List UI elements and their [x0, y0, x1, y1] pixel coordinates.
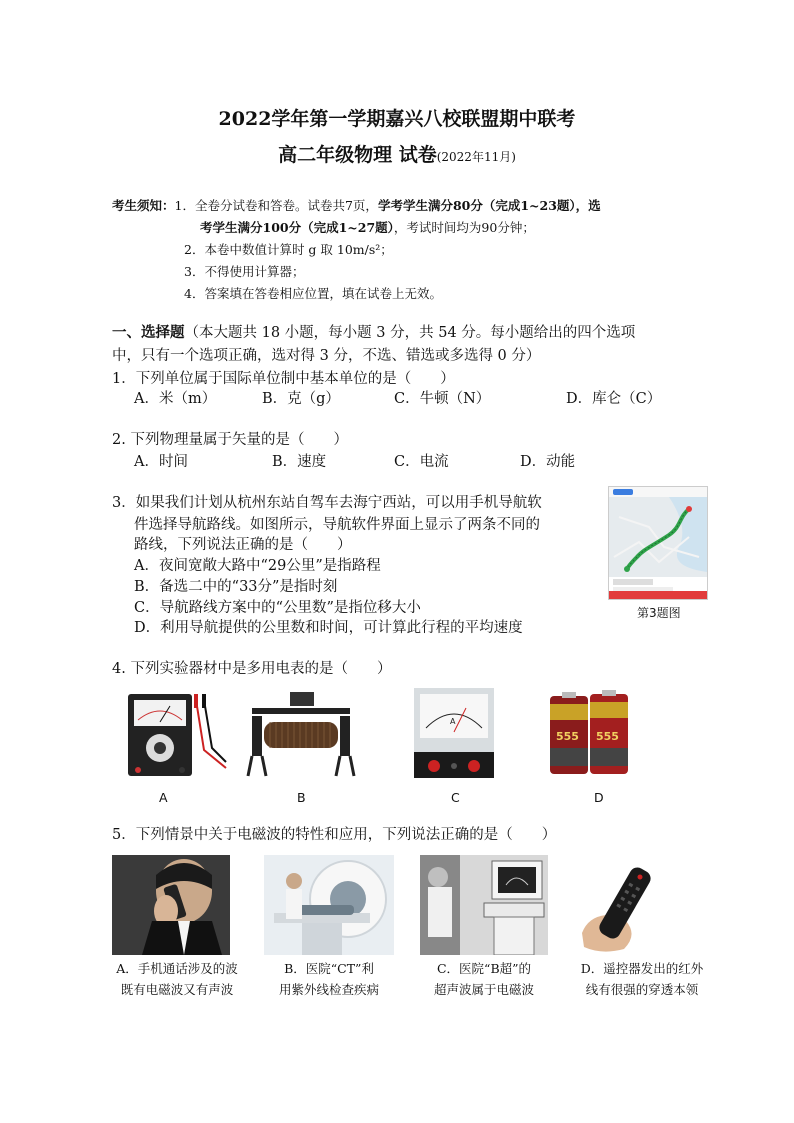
q3-option-b: B．备选二中的“33分”是指时刻: [134, 579, 338, 595]
multimeter-image: [126, 690, 232, 778]
q5-stem: 5．下列情景中关于电磁波的特性和应用，下列说法正确的是（ ）: [112, 827, 557, 843]
q5-option-d: [566, 958, 718, 1000]
exam-title: 2022学年第一学期嘉兴八校联盟期中联考: [218, 108, 576, 130]
q1-option-c: C．牛顿（N）: [394, 391, 491, 407]
note-3: 3．不得使用计算器；: [184, 264, 305, 279]
notes-line-1: [112, 196, 601, 214]
ct-scanner-image: [264, 855, 394, 955]
q5-option-a-line-1: A．手机通话涉及的波: [116, 961, 238, 976]
section-1-intro-b: 中，只有一个选项正确，选对得 3 分，不选、错选或多选得 0 分）: [112, 348, 541, 364]
exam-subtitle: [0, 140, 794, 167]
q5-option-b: [264, 958, 394, 1000]
notes-line-2: [200, 218, 535, 236]
q1-option-b: B．克（g）: [262, 391, 340, 407]
q4-label-a: A: [159, 790, 168, 805]
q2-option-a: A．时间: [134, 454, 188, 470]
q4-label-c: C: [451, 790, 460, 805]
q5-option-c-line-2: 超声波属于电磁波: [433, 982, 534, 997]
q3-option-a: A．夜间宽敞大路中“29公里”是指路程: [134, 558, 381, 574]
q3-option-c: C．导航路线方案中的“公里数”是指位移大小: [134, 600, 421, 616]
q5-option-c-line-1: C．医院“B超”的: [436, 961, 532, 976]
note-1-part-d: ，考试时间均为90分钟；: [393, 220, 535, 235]
svg-text:A: A: [450, 717, 456, 726]
q4-stem: 4. 下列实验器材中是多用电表的是（ ）: [112, 661, 392, 677]
subtitle-date: (2022年11月): [436, 150, 516, 164]
q5-option-a-line-2: 既有电磁波又有声波: [120, 982, 234, 997]
q1-stem: 1．下列单位属于国际单位制中基本单位的是（ ）: [112, 371, 455, 387]
q2-option-b: B．速度: [272, 454, 327, 470]
q5-option-b-line-1: B．医院“CT”利: [284, 961, 374, 976]
ammeter-image: [414, 688, 494, 778]
q2-option-c: C．电流: [394, 454, 449, 470]
section-1-intro: [112, 326, 635, 341]
navigation-map-figure: [608, 486, 708, 600]
phone-call-image: [112, 855, 230, 955]
remote-control-image: [578, 855, 670, 955]
map-illustration: [609, 487, 707, 599]
notes-label: 考生须知：: [112, 198, 175, 213]
q5-option-a: [104, 958, 250, 1000]
q4-label-b: B: [297, 790, 306, 805]
q5-option-b-line-2: 用紫外线检查疾病: [278, 982, 379, 997]
q4-label-d: D: [594, 790, 604, 805]
q5-option-c: [414, 958, 554, 1000]
q5-option-d-line-2: 线有很强的穿透本领: [585, 982, 699, 997]
q1-option-d: D．库仑（C）: [566, 391, 662, 407]
subtitle-main: 高二年级物理 试卷: [278, 144, 437, 166]
q2-option-d: D．动能: [520, 454, 576, 470]
q1-option-a: A．米（m）: [134, 391, 217, 407]
ultrasound-image: [420, 855, 548, 955]
svg-text:555: 555: [556, 730, 579, 743]
q3-stem-line-2: 件选择导航路线。如图所示，导航软件界面上显示了两条不同的: [134, 517, 540, 533]
q2-stem: 2. 下列物理量属于矢量的是（ ）: [112, 432, 348, 448]
note-1-part-a: 1．全卷分试卷和答卷。试卷共7页，: [174, 198, 378, 213]
note-4: 4．答案填在答卷相应位置，填在试卷上无效。: [184, 286, 442, 301]
section-1-heading: 一、选择题: [112, 324, 185, 341]
section-1-intro-a: （本大题共 18 小题，每小题 3 分，共 54 分。每小题给出的四个选项: [184, 325, 636, 341]
svg-text:555: 555: [596, 730, 619, 743]
q3-option-d: D．利用导航提供的公里数和时间，可计算此行程的平均速度: [134, 620, 523, 636]
note-2: 2．本卷中数值计算时 g 取 10m/s²；: [184, 242, 393, 257]
batteries-image: [546, 690, 632, 776]
q5-option-d-line-1: D．遥控器发出的红外: [580, 961, 704, 976]
q3-stem-line-3: 路线，下列说法正确的是（ ）: [134, 537, 352, 553]
rheostat-image: [246, 690, 356, 778]
note-1-part-b: 学考学生满分80分（完成1~23题），选: [377, 198, 601, 213]
q3-stem-line-1: 3．如果我们计划从杭州东站自驾车去海宁西站，可以用手机导航软: [112, 495, 542, 511]
q3-figure-caption: 第3题图: [637, 606, 681, 620]
note-1-part-c: 考学生满分100分（完成1~27题）: [200, 220, 394, 235]
